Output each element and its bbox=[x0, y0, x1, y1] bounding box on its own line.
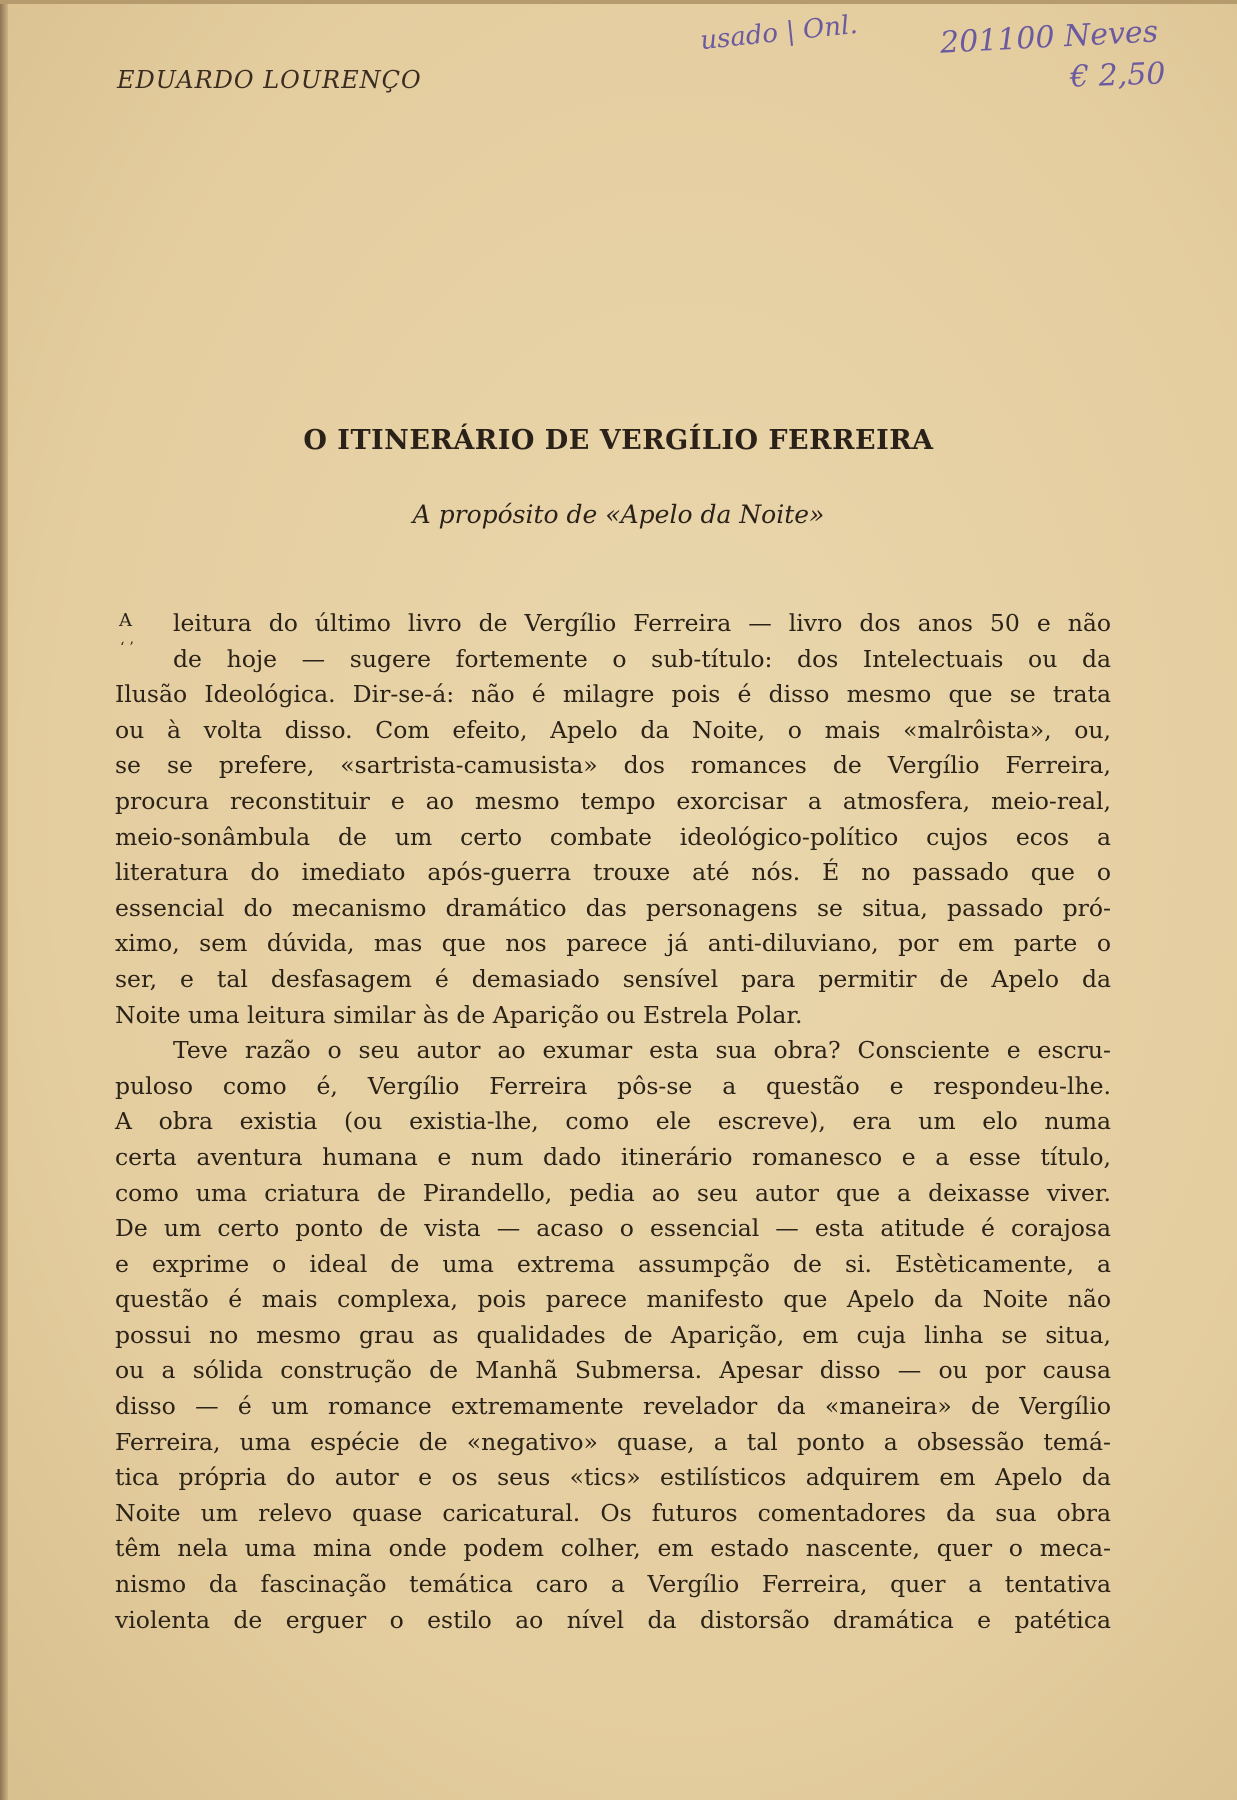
body-line: leitura do último livro de Vergílio Ferreira — livro dos anos 50 e não bbox=[173, 609, 1111, 637]
handwritten-note: usado | Onl. bbox=[698, 9, 859, 57]
body-line: se se prefere, «sartrista-camusista» dos romances de Vergílio Ferreira, bbox=[115, 751, 1111, 780]
drop-cap-marks: ʻ ʼ bbox=[120, 640, 134, 656]
body-line: tica própria do autor e os seus «tics» estilísticos adquirem em Apelo da bbox=[115, 1463, 1111, 1492]
body-line: nismo da fascinação temática caro a Vergílio Ferreira, quer a tentativa bbox=[115, 1570, 1111, 1599]
body-line: Ilusão Ideológica. Dir-se-á: não é milagre pois é disso mesmo que se trata bbox=[115, 680, 1111, 709]
body-line: Noite um relevo quase caricatural. Os futuros comentadores da sua obra bbox=[115, 1498, 1111, 1527]
body-line: de hoje — sugere fortemente o sub-título: dos Intelectuais ou da bbox=[173, 644, 1111, 673]
body-line: meio-sonâmbula de um certo combate ideológico-político cujos ecos a bbox=[115, 822, 1111, 851]
running-head: EDUARDO LOURENÇO bbox=[117, 66, 422, 94]
body-line: procura reconstituir e ao mesmo tempo exorcisar a atmosfera, meio-real, bbox=[115, 786, 1111, 815]
page-left-edge bbox=[0, 0, 8, 1800]
body-line: puloso como é, Vergílio Ferreira pôs-se a questão e respondeu-lhe. bbox=[115, 1071, 1111, 1100]
body-line: têm nela uma mina onde podem colher, em estado nascente, quer o meca- bbox=[115, 1534, 1111, 1563]
body-line: ser, e tal desfasagem é demasiado sensível para permitir de Apelo da bbox=[115, 964, 1111, 993]
body-line: certa aventura humana e num dado itinerário romanesco e a esse título, bbox=[115, 1142, 1111, 1171]
drop-cap: A bbox=[119, 610, 132, 631]
body-line: Noite uma leitura similar às de Aparição ou Estrela Polar. bbox=[115, 1000, 803, 1029]
body-line: disso — é um romance extremamente revelador da «maneira» de Vergílio bbox=[115, 1392, 1111, 1421]
body-line: Ferreira, uma espécie de «negativo» quase, a tal ponto a obsessão temá- bbox=[115, 1427, 1111, 1456]
body-line: literatura do imediato após-guerra trouxe até nós. É no passado que o bbox=[115, 858, 1111, 887]
body-line: violenta de erguer o estilo ao nível da distorsão dramática e patética bbox=[115, 1605, 1111, 1634]
body-line: A obra existia (ou existia-lhe, como ele escreve), era um elo numa bbox=[115, 1107, 1111, 1136]
handwritten-note: 201100 Neves bbox=[939, 14, 1159, 61]
body-line: e exprime o ideal de uma extrema assumpção de si. Estèticamente, a bbox=[115, 1249, 1111, 1278]
body-line: De um certo ponto de vista — acaso o essencial — esta atitude é corajosa bbox=[115, 1214, 1111, 1243]
article-body bbox=[115, 606, 1111, 1638]
body-line: possui no mesmo grau as qualidades de Aparição, em cuja linha se situa, bbox=[115, 1320, 1111, 1349]
handwritten-price: € 2,50 bbox=[1069, 56, 1167, 95]
body-line: Teve razão o seu autor ao exumar esta sua obra? Consciente e escru- bbox=[173, 1036, 1111, 1065]
article-subtitle: A propósito de «Apelo da Noite» bbox=[412, 500, 825, 529]
body-line: ou à volta disso. Com efeito, Apelo da Noite, o mais «malrôista», ou, bbox=[115, 715, 1111, 744]
page-top-edge bbox=[0, 0, 1237, 4]
body-line: como uma criatura de Pirandello, pedia ao seu autor que a deixasse viver. bbox=[115, 1178, 1111, 1207]
body-line: essencial do mecanismo dramático das personagens se situa, passado pró- bbox=[115, 893, 1111, 922]
body-line: questão é mais complexa, pois parece manifesto que Apelo da Noite não bbox=[115, 1285, 1111, 1314]
body-line: ou a sólida construção de Manhã Submersa. Apesar disso — ou por causa bbox=[115, 1356, 1111, 1385]
article-title: O ITINERÁRIO DE VERGÍLIO FERREIRA bbox=[303, 425, 934, 456]
body-line: ximo, sem dúvida, mas que nos parece já anti-diluviano, por em parte o bbox=[115, 929, 1111, 958]
